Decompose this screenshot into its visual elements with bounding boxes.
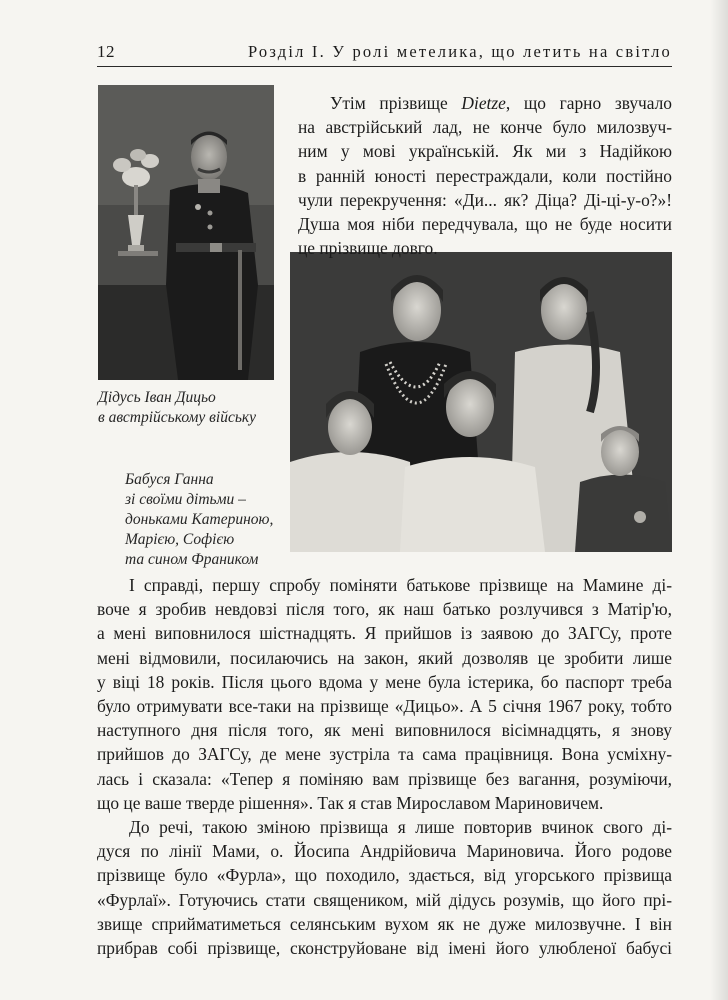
main-body-text bbox=[97, 573, 672, 960]
text-line: що це ваше тверде рішення». Так я став Мирославом Мариновичем. bbox=[97, 792, 604, 813]
text-line: воче я зробив невдовзі після того, як наш батько розлучився з Матір'ю, bbox=[97, 599, 672, 620]
page-header bbox=[97, 42, 672, 66]
text-line: «Фурлаї». Готуючись стати священиком, мій дідусь розумів, що його прі- bbox=[97, 889, 672, 910]
top-paragraph bbox=[298, 91, 672, 260]
caption-line: в австрійському війську bbox=[98, 409, 257, 426]
page-edge-shadow bbox=[710, 0, 728, 1000]
caption-line: Марією, Софією bbox=[125, 531, 235, 548]
text-line: а мені виповнилося шістнадцять. Я прийшов із заявою до ЗАГСу, проте bbox=[97, 623, 672, 644]
caption-line: та сином Фраником bbox=[125, 551, 259, 568]
text-line: прибрав собі прізвище, сконструйоване від імені його улюбленої бабусі bbox=[97, 938, 672, 959]
caption-line: Бабуся Ганна bbox=[125, 471, 214, 488]
text-line: було отримувати все-таки на прізвище «Дицьо». А 5 січня 1967 року, тобто bbox=[97, 696, 672, 717]
text-line: у віці 18 років. Після цього вдома у мене була істерика, бо паспорт треба bbox=[97, 671, 672, 692]
text-line: ним у мові українській. Як ми з Надійкою bbox=[298, 141, 672, 162]
caption-line: доньками Катериною, bbox=[125, 511, 274, 528]
text-line: Душа моя ніби передчувала, що не буде носити bbox=[298, 214, 672, 235]
text-line: це прізвище довго. bbox=[298, 238, 438, 259]
text-line: Утім прізвище Dietze, що гарно звучало bbox=[330, 93, 673, 113]
figure-caption-1 bbox=[98, 388, 278, 428]
text-line: мені відмовили, посилаючись на закон, який дозволяв це зробити лише bbox=[97, 647, 672, 668]
caption-line: Дідусь Іван Дицьо bbox=[98, 389, 216, 406]
running-head: Розділ I. У ролі метелика, що летить на світло bbox=[247, 42, 672, 61]
paragraph bbox=[97, 573, 672, 815]
text-line: наступного дня після того, як мені виповнилося вісімнадцять, я знову bbox=[97, 720, 672, 741]
text-line: лась і сказала: «Тепер я поміняю вам прізвище без вагання, розуміючи, bbox=[97, 768, 672, 789]
soldier-portrait-photo bbox=[98, 85, 274, 380]
paragraph bbox=[97, 815, 672, 960]
text-line: в ранній юності перестраждали, коли постійно bbox=[298, 165, 672, 186]
text-line: прийшов до ЗАГСу, де мене зустріла та сама працівниця. Вона усміхну- bbox=[97, 744, 672, 765]
family-group-photo bbox=[290, 252, 672, 552]
text-line: чули перекручення: «Ди... як? Діца? Ді-ці-у-о?»! bbox=[298, 189, 672, 210]
text-line: До речі, такою зміною прізвища я лише повторив вчинок свого ді- bbox=[129, 817, 672, 838]
page-number: 12 bbox=[97, 42, 115, 61]
header-rule bbox=[97, 66, 672, 67]
text-line: на австрійський лад, не конче було милозвуч- bbox=[298, 117, 672, 138]
text-line: дуся по лінії Мами, о. Йосипа Андрійовича Мариновича. Його родове bbox=[97, 841, 672, 862]
text-line: звище сприйматиметься селянським вухом як не дуже милозвучне. І він bbox=[97, 913, 672, 934]
emphasis-word: Dietze bbox=[461, 93, 506, 113]
text-line: прізвище було «Фурла», що походило, здається, від угорського прізвища bbox=[97, 865, 672, 886]
caption-line: зі своїми дітьми – bbox=[125, 491, 246, 508]
figure-caption-2 bbox=[125, 470, 285, 570]
text-line: І справді, першу спробу поміняти батькове прізвище на Мамине ді- bbox=[129, 575, 672, 595]
